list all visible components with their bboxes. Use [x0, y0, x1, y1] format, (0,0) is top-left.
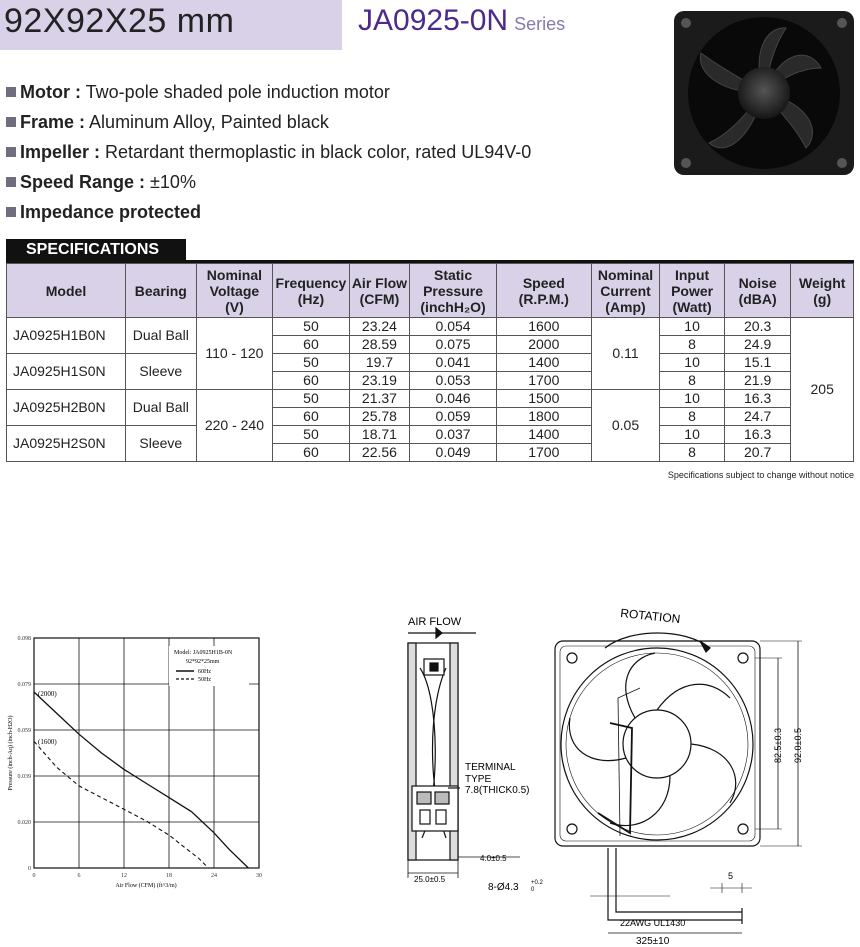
pressure-cell: 0.059 [410, 408, 497, 426]
speed-cell: 1400 [496, 354, 591, 372]
power-cell: 10 [660, 354, 725, 372]
legend-title: Model: JA0925H1B-0N [174, 650, 233, 656]
current-cell: 0.11 [591, 318, 660, 390]
noise-cell: 21.9 [724, 372, 791, 390]
table-row [7, 354, 854, 372]
table-row [7, 390, 854, 408]
bearing-cell: Sleeve [126, 426, 197, 462]
feature-impedance: Impedance protected [6, 202, 201, 223]
freq-cell: 50 [273, 426, 349, 444]
annotation-1600: (1600) [38, 738, 57, 746]
fan-photo [671, 8, 857, 178]
x-tick-label: 6 [77, 873, 81, 879]
pressure-cell: 0.049 [410, 444, 497, 462]
feature-speed-range: Speed Range : ±10% [6, 172, 196, 193]
power-cell: 8 [660, 444, 725, 462]
feature-motor: Motor : Two-pole shaded pole induction motor [6, 82, 390, 103]
x-tick-label: 18 [166, 873, 172, 879]
pressure-cell: 0.041 [410, 354, 497, 372]
power-cell: 8 [660, 372, 725, 390]
freq-cell: 60 [273, 372, 349, 390]
pressure-cell: 0.053 [410, 372, 497, 390]
voltage-cell: 110 - 120 [196, 318, 273, 390]
y-tick-label: 0.020 [17, 820, 31, 826]
legend-subtitle: 92*92*25mm [186, 659, 220, 665]
pressure-cell: 0.054 [410, 318, 497, 336]
lead-end-dim: 5 [728, 871, 734, 881]
freq-cell: 50 [273, 354, 349, 372]
flow-cell: 23.19 [349, 372, 410, 390]
noise-cell: 15.1 [724, 354, 791, 372]
x-tick-label: 0 [32, 873, 36, 879]
power-cell: 8 [660, 408, 725, 426]
series-title [358, 4, 565, 38]
col-model: Model [7, 264, 126, 318]
speed-cell: 1400 [496, 426, 591, 444]
bullet-square-icon [6, 87, 16, 97]
pressure-cell: 0.075 [410, 336, 497, 354]
model-cell: JA0925H2S0N [7, 426, 126, 462]
front-view [555, 633, 802, 933]
col-frequency: Frequency (Hz) [273, 264, 349, 318]
spec-notice: Specifications subject to change without notice [667, 470, 854, 480]
noise-cell: 24.7 [724, 408, 791, 426]
product-size-title: 92X92X25 mm [4, 2, 235, 40]
annotation-2000: (2000) [38, 690, 57, 698]
series-line-50hz [34, 741, 208, 868]
col-airflow: Air Flow (CFM) [349, 264, 410, 318]
model-name: JA0925-0N [358, 4, 509, 37]
noise-cell: 20.7 [724, 444, 791, 462]
y-tick-label: 0 [28, 866, 31, 872]
weight-cell: 205 [791, 318, 854, 462]
power-cell: 8 [660, 336, 725, 354]
col-current: Nominal Current (Amp) [591, 264, 660, 318]
outer-dim: 92.0±0.5 [793, 728, 803, 763]
bearing-cell: Sleeve [126, 354, 197, 390]
dimension-drawing [350, 548, 858, 947]
feature-frame: Frame : Aluminum Alloy, Painted black [6, 112, 329, 133]
x-tick-label: 30 [256, 873, 262, 879]
bullet-square-icon [6, 207, 16, 217]
x-axis-label: Air Flow (CFM) (ft^3/m) [115, 883, 177, 889]
rotation-label: ROTATION [619, 605, 681, 627]
y-tick-label: 0.039 [17, 774, 31, 780]
pressure-cell: 0.037 [410, 426, 497, 444]
depth-dim: 25.0±0.5 [414, 875, 446, 884]
terminal-size: 7.8(THICK0.5) [465, 785, 530, 796]
noise-cell: 16.3 [724, 390, 791, 408]
x-tick-label: 12 [121, 873, 127, 879]
series-label: Series [514, 14, 566, 34]
col-noise: Noise (dBA) [724, 264, 791, 318]
chart-series [34, 692, 248, 868]
power-cell: 10 [660, 318, 725, 336]
col-voltage: Nominal Voltage (V) [196, 264, 273, 318]
side-view [408, 628, 520, 878]
y-tick-label: 0.079 [17, 682, 31, 688]
col-power: Input Power (Watt) [660, 264, 725, 318]
flange-dim: 4.0±0.5 [480, 854, 507, 863]
noise-cell: 16.3 [724, 426, 791, 444]
x-tick-labels [33, 873, 263, 879]
feature-impeller: Impeller : Retardant thermoplastic in black color, rated UL94V-0 [6, 142, 531, 163]
y-tick-label: 0.098 [17, 636, 31, 642]
y-tick-labels [18, 636, 32, 872]
speed-cell: 1800 [496, 408, 591, 426]
col-weight: Weight (g) [791, 264, 854, 318]
speed-cell: 1700 [496, 372, 591, 390]
freq-cell: 60 [273, 336, 349, 354]
voltage-cell: 220 - 240 [196, 390, 273, 462]
freq-cell: 50 [273, 318, 349, 336]
col-pressure: Static Pressure (inchH₂O) [410, 264, 497, 318]
freq-cell: 60 [273, 444, 349, 462]
power-cell: 10 [660, 390, 725, 408]
y-tick-label: 0.059 [17, 728, 31, 734]
bearing-cell: Dual Ball [126, 390, 197, 426]
y-axis-label: Pressure (inch-Aq) (inch-H2O) [8, 715, 14, 791]
specifications-tab: SPECIFICATIONS [6, 239, 186, 261]
flow-cell: 21.37 [349, 390, 410, 408]
table-header-row [7, 264, 854, 318]
legend-60hz: 60Hz [198, 669, 211, 675]
model-cell: JA0925H1B0N [7, 318, 126, 354]
specifications-table [6, 263, 854, 462]
pitch-dim: 82.5±0.3 [773, 728, 783, 763]
freq-cell: 60 [273, 408, 349, 426]
speed-cell: 1500 [496, 390, 591, 408]
wire-label: 22AWG UL1430 [620, 918, 686, 928]
col-speed: Speed (R.P.M.) [496, 264, 591, 318]
flow-cell: 18.71 [349, 426, 410, 444]
noise-cell: 24.9 [724, 336, 791, 354]
holes-tol2: 0 [531, 887, 535, 893]
pressure-cell: 0.046 [410, 390, 497, 408]
bullet-square-icon [6, 177, 16, 187]
bullet-square-icon [6, 117, 16, 127]
freq-cell: 50 [273, 390, 349, 408]
speed-cell: 1700 [496, 444, 591, 462]
speed-cell: 1600 [496, 318, 591, 336]
flow-cell: 28.59 [349, 336, 410, 354]
terminal-type: TYPE [465, 774, 492, 785]
speed-cell: 2000 [496, 336, 591, 354]
legend-50hz: 50Hz [198, 677, 211, 683]
flow-cell: 23.24 [349, 318, 410, 336]
table-row [7, 426, 854, 444]
flow-cell: 19.7 [349, 354, 410, 372]
x-tick-label: 24 [211, 873, 217, 879]
performance-chart [4, 630, 269, 892]
flow-cell: 25.78 [349, 408, 410, 426]
col-bearing: Bearing [126, 264, 197, 318]
series-line-60hz [34, 692, 248, 868]
airflow-label: AIR FLOW [408, 616, 462, 628]
lead-length-dim: 325±10 [636, 936, 670, 947]
power-cell: 10 [660, 426, 725, 444]
holes-dim: 8-Ø4.3 [488, 882, 519, 893]
noise-cell: 20.3 [724, 318, 791, 336]
bullet-square-icon [6, 147, 16, 157]
bearing-cell: Dual Ball [126, 318, 197, 354]
model-cell: JA0925H1S0N [7, 354, 126, 390]
table-row [7, 318, 854, 336]
flow-cell: 22.56 [349, 444, 410, 462]
model-cell: JA0925H2B0N [7, 390, 126, 426]
terminal-label: TERMINAL [465, 762, 516, 773]
holes-tol: +0.2 [531, 880, 543, 886]
current-cell: 0.05 [591, 390, 660, 462]
